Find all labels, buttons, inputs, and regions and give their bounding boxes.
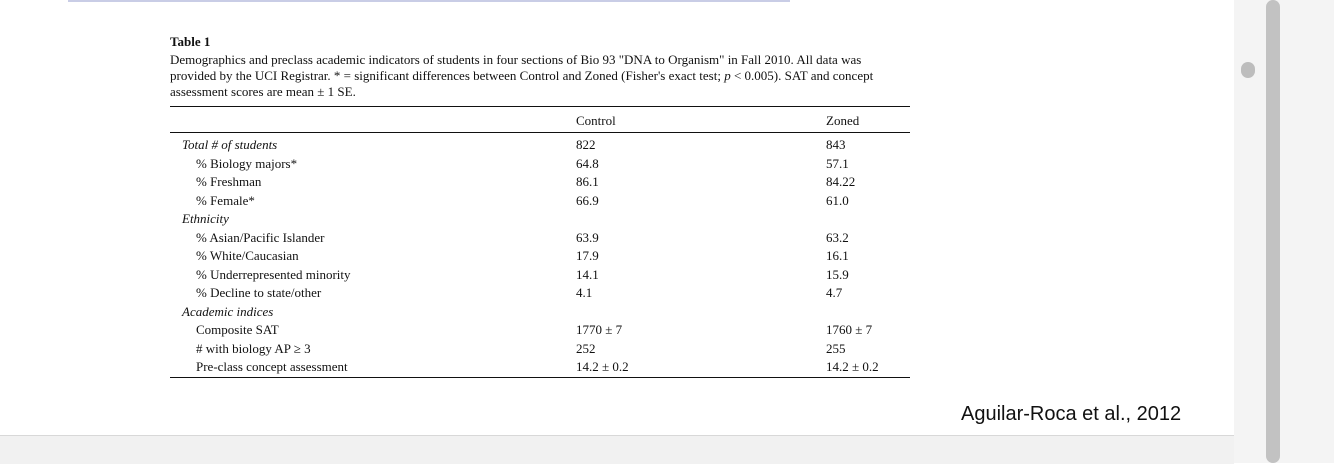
table-row <box>170 284 910 303</box>
control-value: 17.9 <box>576 248 599 263</box>
table-row <box>170 155 910 174</box>
control-value: 14.1 <box>576 266 599 282</box>
zoned-value: 84.22 <box>826 174 856 189</box>
table-row <box>170 321 910 340</box>
control-value <box>576 303 826 322</box>
vertical-scrollbar[interactable] <box>1266 0 1280 463</box>
row-label: % Underrepresented minority <box>196 266 351 282</box>
row-label: % Biology majors* <box>196 155 298 171</box>
zoned-value: 61.0 <box>826 192 849 208</box>
row-label: % Decline to state/other <box>196 285 322 300</box>
zoned-value: 4.7 <box>826 285 843 300</box>
scroll-indicator-dot[interactable] <box>1241 62 1255 78</box>
row-label: Academic indices <box>182 303 274 319</box>
table-body <box>170 133 910 378</box>
zoned-value: 16.1 <box>826 248 849 263</box>
row-label: % White/Caucasian <box>196 248 299 263</box>
table-row <box>170 192 910 211</box>
row-label: Total # of students <box>182 137 278 152</box>
table-row <box>170 173 910 192</box>
zoned-value: 843 <box>826 137 846 152</box>
caption-text-a: Demographics and preclass academic indicators of students in four sections of Bio 93 "DNA to Organism" in Fall 2010. All data was provided by the UCI Registrar. * = significant differences between Control and Zoned (Fisher's exact test; <box>170 52 862 83</box>
row-label: Ethnicity <box>182 211 229 226</box>
table-caption <box>170 52 910 100</box>
bottom-bar <box>0 435 1234 464</box>
table-row <box>170 229 910 248</box>
control-value: 822 <box>576 137 596 152</box>
row-label: % Asian/Pacific Islander <box>196 229 325 245</box>
demographics-table <box>170 106 910 378</box>
table-row <box>170 303 910 322</box>
table-row <box>170 266 910 285</box>
document-content <box>170 34 910 378</box>
table-header-row <box>170 107 910 133</box>
control-value <box>576 210 826 229</box>
row-label: % Female* <box>196 192 255 208</box>
column-header-control: Control <box>576 107 826 133</box>
caption-p-symbol: p <box>724 68 731 83</box>
row-label: % Freshman <box>196 174 262 189</box>
zoned-value <box>826 303 910 322</box>
zoned-value <box>826 210 910 229</box>
table-row <box>170 340 910 359</box>
citation-text: Aguilar-Roca et al., 2012 <box>961 403 1182 425</box>
column-header-label <box>170 107 576 133</box>
control-value: 1770 ± 7 <box>576 322 623 337</box>
column-header-zoned: Zoned <box>826 107 910 133</box>
row-label: # with biology AP ≥ 3 <box>196 340 311 356</box>
control-value: 66.9 <box>576 192 599 208</box>
zoned-value: 15.9 <box>826 266 849 282</box>
control-value: 14.2 ± 0.2 <box>576 359 629 374</box>
zoned-value: 1760 ± 7 <box>826 322 873 337</box>
zoned-value: 57.1 <box>826 155 849 171</box>
row-label: Pre-class concept assessment <box>196 359 348 374</box>
control-value: 4.1 <box>576 285 593 300</box>
zoned-value: 63.2 <box>826 229 849 245</box>
table-row <box>170 210 910 229</box>
control-value: 86.1 <box>576 174 599 189</box>
table-row <box>170 133 910 155</box>
zoned-value: 14.2 ± 0.2 <box>826 359 879 374</box>
zoned-value: 255 <box>826 340 846 356</box>
caption-text-b: < 0.005). SAT and concept assessment scores are mean ± 1 SE. <box>170 68 874 99</box>
table-row <box>170 247 910 266</box>
row-label: Composite SAT <box>196 322 279 337</box>
control-value: 64.8 <box>576 155 599 171</box>
control-value: 63.9 <box>576 229 599 245</box>
table-row <box>170 358 910 377</box>
control-value: 252 <box>576 340 596 356</box>
table-label: Table 1 <box>170 34 211 49</box>
top-divider <box>68 0 790 2</box>
